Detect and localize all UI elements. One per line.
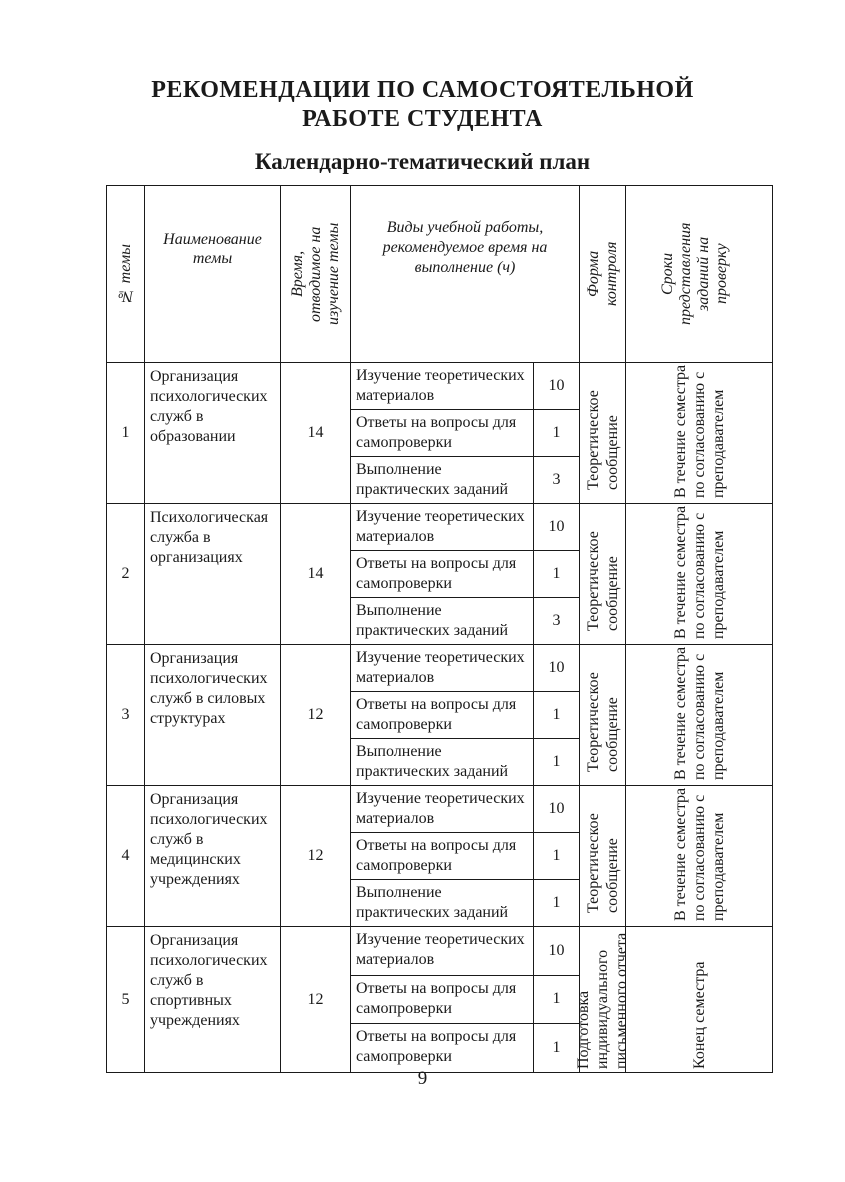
page-number: 9 (417, 1068, 428, 1089)
deadline-text: В течение семестра по согласованию с преподавателем (671, 787, 727, 921)
header-types: Виды учебной работы, рекомендуемое время на выполнение (ч) (351, 186, 580, 363)
activity-hours: 10 (534, 504, 580, 551)
header-name: Наименование темы (145, 186, 281, 363)
topic-name: Организация психологических служб в медицинских учреждениях (145, 786, 281, 927)
activity-label: Выполнение практических заданий (351, 598, 534, 645)
deadline (626, 645, 773, 786)
deadline-text: Конец семестра (690, 961, 708, 1069)
topic-number: 4 (107, 786, 145, 927)
topic-name: Организация психологических служб в силовых структурах (145, 645, 281, 786)
activity-hours: 1 (534, 692, 580, 739)
header-time (281, 186, 351, 363)
activity-label: Выполнение практических заданий (351, 880, 534, 927)
page-title (0, 76, 845, 134)
activity-label: Ответы на вопросы для самопроверки (351, 833, 534, 880)
topic-number: 5 (107, 927, 145, 1073)
deadline-text: В течение семестра по согласованию с преподавателем (671, 505, 727, 639)
activity-hours: 1 (534, 739, 580, 786)
header-num (107, 186, 145, 363)
deadline (626, 504, 773, 645)
activity-hours: 1 (534, 975, 580, 1024)
activity-hours: 3 (534, 598, 580, 645)
activity-hours: 1 (534, 551, 580, 598)
deadline (626, 927, 773, 1073)
control-form (575, 927, 630, 1073)
activity-label: Ответы на вопросы для самопроверки (351, 692, 534, 739)
activity-label: Изучение теоретических материалов (351, 504, 534, 551)
topic-hours: 14 (281, 363, 351, 504)
control-form-text: Теоретическое сообщение (584, 813, 621, 913)
header-num-text: № темы (116, 243, 134, 305)
calendar-plan-table (106, 185, 773, 1073)
topic-number: 2 (107, 504, 145, 645)
activity-label: Ответы на вопросы для самопроверки (351, 551, 534, 598)
deadline-text: В течение семестра по согласованию с преподавателем (671, 646, 727, 780)
table-row (107, 786, 773, 833)
activity-label: Изучение теоретических материалов (351, 645, 534, 692)
activity-label: Ответы на вопросы для самопроверки (351, 410, 534, 457)
table-row (107, 363, 773, 410)
activity-label: Изучение теоретических материалов (351, 786, 534, 833)
activity-hours: 10 (534, 645, 580, 692)
activity-hours: 10 (534, 363, 580, 410)
topic-name: Организация психологических служб в спортивных учреждениях (145, 927, 281, 1073)
activity-label: Выполнение практических заданий (351, 739, 534, 786)
topic-hours: 12 (281, 645, 351, 786)
control-form (580, 504, 626, 645)
control-form-text: Теоретическое сообщение (584, 390, 621, 490)
header-deadline-text: Сроки представления заданий на проверку (659, 222, 730, 326)
topic-name: Психологическая служба в организациях (145, 504, 281, 645)
activity-hours: 1 (534, 880, 580, 927)
control-form (580, 786, 626, 927)
header-time-text: Время, отводимое на изучение темы (288, 222, 342, 326)
activity-hours: 1 (534, 833, 580, 880)
plan-subtitle: Календарно-тематический план (254, 149, 591, 174)
topic-hours: 12 (281, 927, 351, 1073)
activity-hours: 10 (534, 786, 580, 833)
activity-label: Изучение теоретических материалов (351, 363, 534, 410)
topic-hours: 12 (281, 786, 351, 927)
topic-hours: 14 (281, 504, 351, 645)
control-form-text: Подготовка индивидуального письменного отчета (575, 932, 630, 1069)
table-row (107, 927, 773, 976)
table-row (107, 504, 773, 551)
activity-label: Ответы на вопросы для самопроверки (351, 975, 534, 1024)
control-form (580, 645, 626, 786)
title-line-1: РЕКОМЕНДАЦИИ ПО САМОСТОЯТЕЛЬНОЙ (151, 77, 694, 103)
activity-hours: 10 (534, 927, 580, 976)
activity-label: Выполнение практических заданий (351, 457, 534, 504)
header-control-text: Форма контроля (584, 241, 620, 307)
control-form-text: Теоретическое сообщение (584, 672, 621, 772)
topic-number: 1 (107, 363, 145, 504)
header-control (580, 186, 626, 363)
topic-name: Организация психологических служб в образовании (145, 363, 281, 504)
activity-hours: 1 (534, 410, 580, 457)
table-row (107, 645, 773, 692)
deadline (626, 363, 773, 504)
title-line-2: РАБОТЕ СТУДЕНТА (302, 106, 543, 132)
control-form (580, 363, 626, 504)
deadline-text: В течение семестра по согласованию с преподавателем (671, 364, 727, 498)
topic-number: 3 (107, 645, 145, 786)
deadline (626, 786, 773, 927)
activity-hours: 3 (534, 457, 580, 504)
header-deadline (626, 186, 773, 363)
activity-hours: 1 (534, 1024, 580, 1073)
table-header-row (107, 186, 773, 363)
control-form-text: Теоретическое сообщение (584, 531, 621, 631)
activity-label: Изучение теоретических материалов (351, 927, 534, 976)
activity-label: Ответы на вопросы для самопроверки (351, 1024, 534, 1073)
